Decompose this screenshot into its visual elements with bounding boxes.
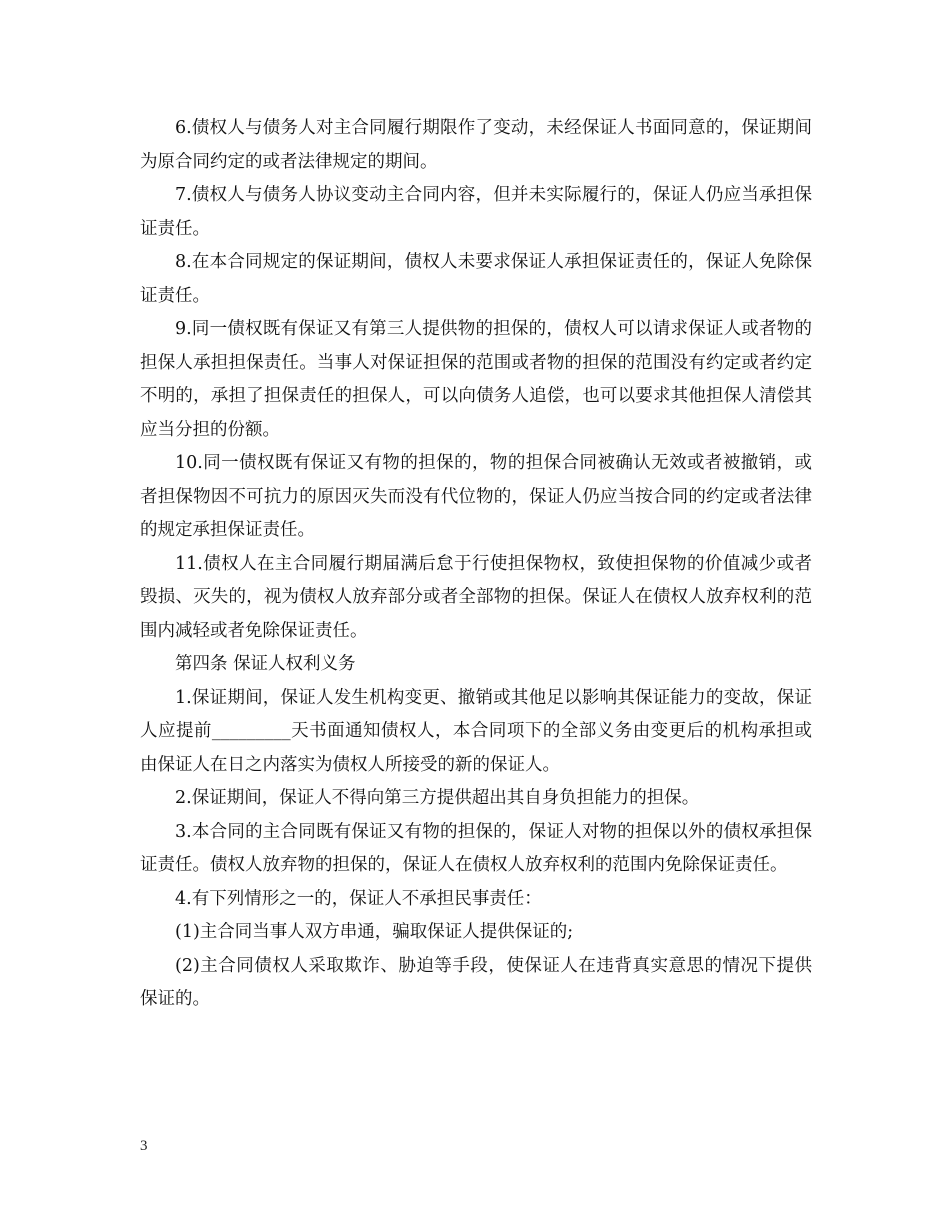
paragraph-guarantor-clause-3: 3.本合同的主合同既有保证又有物的担保的，保证人对物的担保以外的债权承担保证责任。债权人放弃物的担保的，保证人在债权人放弃权利的范围内免除保证责任。	[140, 821, 812, 875]
paragraph-subclause-2: (2)主合同债权人采取欺诈、胁迫等手段，使保证人在违背真实意思的情况下提供保证的。	[140, 955, 812, 1009]
paragraph-clause-9: 9.同一债权既有保证又有第三人提供物的担保的，债权人可以请求保证人或者物的担保人承担担保责任。当事人对保证担保的范围或者物的担保的范围没有约定或者约定不明的，承担了担保责任的担保人，可以向债务人追偿，也可以要求其他担保人清偿其应当分担的份额。	[140, 319, 812, 440]
page-number: 3	[140, 1138, 148, 1154]
document-body	[140, 112, 812, 1017]
paragraph-guarantor-clause-4: 4.有下列情形之一的，保证人不承担民事责任：	[175, 888, 542, 909]
paragraph-clause-11: 11.债权人在主合同履行期届满后怠于行使担保物权，致使担保物的价值减少或者毁损、灭失的，视为债权人放弃部分或者全部物的担保。保证人在债权人放弃权利的范围内减轻或者免除保证责任。	[140, 553, 812, 641]
paragraph-clause-8: 8.在本合同规定的保证期间，债权人未要求保证人承担保证责任的，保证人免除保证责任。	[140, 252, 812, 306]
paragraph-subclause-1: (1)主合同当事人双方串通，骗取保证人提供保证的;	[175, 922, 574, 942]
paragraph-clause-7: 7.债权人与债务人协议变动主合同内容，但并未实际履行的，保证人仍应当承担保证责任。	[140, 185, 812, 239]
section-heading-article-4: 第四条 保证人权利义务	[175, 654, 356, 674]
paragraph-guarantor-clause-1: 1.保证期间，保证人发生机构变更、撤销或其他足以影响其保证能力的变故，保证人应提前_________天书面通知债权人，本合同项下的全部义务由变更后的机构承担或由保证人在日之内落实为债权人所接受的新的保证人。	[140, 687, 812, 775]
paragraph-guarantor-clause-2: 2.保证期间，保证人不得向第三方提供超出其自身负担能力的担保。	[175, 788, 700, 808]
paragraph-clause-10: 10.同一债权既有保证又有物的担保的，物的担保合同被确认无效或者被撤销，或者担保物因不可抗力的原因灭失而没有代位物的，保证人仍应当按合同的约定或者法律的规定承担保证责任。	[140, 453, 812, 540]
paragraph-clause-6: 6.债权人与债务人对主合同履行期限作了变动，未经保证人书面同意的，保证期间为原合同约定的或者法律规定的期间。	[140, 118, 812, 172]
